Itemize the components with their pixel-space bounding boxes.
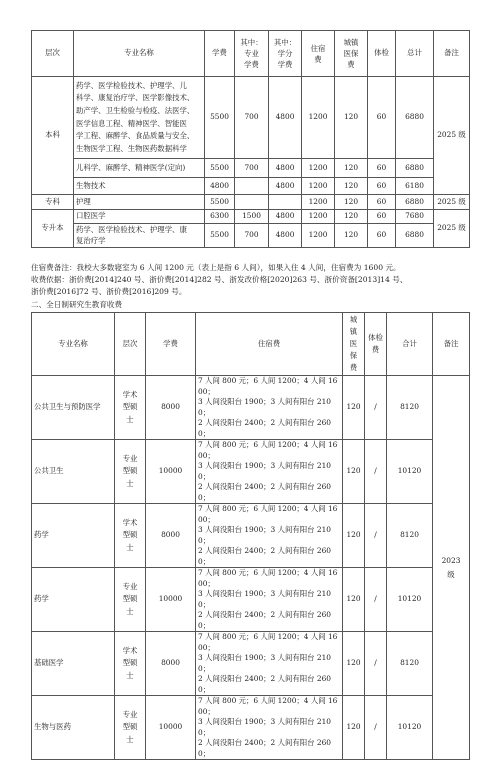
t1-remark-benke: 2025 级 xyxy=(434,77,470,195)
t1-remark-zhuanshengben: 2025 级 xyxy=(434,210,470,248)
t2-cell-total: 8120 xyxy=(387,504,433,568)
t2-cell-exam: / xyxy=(365,696,387,760)
t2-cell-total: 8120 xyxy=(387,376,433,440)
t2-cell-exam: / xyxy=(365,568,387,632)
t2-header-major: 专业名称 xyxy=(32,313,115,376)
t1-header-total: 总计 xyxy=(396,31,434,77)
t2-header-tuition: 学费 xyxy=(146,313,196,376)
t2-cell-tuition: 10000 xyxy=(146,568,196,632)
t1-cell-housing: 1200 xyxy=(302,210,335,224)
t2-cell-insurance: 120 xyxy=(343,632,365,696)
t1-cell-major-fee: 1500 xyxy=(235,210,269,224)
table-row xyxy=(32,696,470,760)
table-row xyxy=(32,77,470,159)
t1-cell-total: 7680 xyxy=(396,210,434,224)
t2-cell-exam: / xyxy=(365,376,387,440)
t2-cell-major: 基础医学 xyxy=(32,632,115,696)
t2-cell-major: 药学 xyxy=(32,504,115,568)
t2-cell-insurance: 120 xyxy=(343,376,365,440)
table-row xyxy=(32,159,470,178)
t1-cell-credit-fee: 4800 xyxy=(269,77,302,159)
t2-cell-total: 10120 xyxy=(387,440,433,504)
t2-cell-level: 学术 型硕 士 xyxy=(115,632,146,696)
t1-cell-tuition: 6300 xyxy=(205,210,235,224)
t1-cell-insurance: 120 xyxy=(335,178,368,195)
t2-cell-major: 公共卫生与预防医学 xyxy=(32,376,115,440)
t1-header-exam: 体检 xyxy=(368,31,396,77)
t1-cell-exam: 60 xyxy=(368,224,396,248)
fee-basis-line-2: 浙价费[2016]72 号、浙价费[2016]209 号。 xyxy=(31,287,187,296)
t1-cell-major: 口腔医学 xyxy=(74,210,205,224)
t2-cell-total: 8120 xyxy=(387,632,433,696)
t1-cell-exam: 60 xyxy=(368,77,396,159)
t1-header-major-fee: 其中： 专业 学费 xyxy=(235,31,269,77)
t1-cell-tuition: 4800 xyxy=(205,178,235,195)
graduate-fee-table xyxy=(31,312,470,760)
t2-cell-tuition: 8000 xyxy=(146,632,196,696)
t2-cell-exam: / xyxy=(365,632,387,696)
t2-cell-insurance: 120 xyxy=(343,440,365,504)
t2-cell-tuition: 8000 xyxy=(146,376,196,440)
t1-cell-credit-fee: 4800 xyxy=(269,210,302,224)
t2-cell-major: 药学 xyxy=(32,568,115,632)
section-2-title: 二、全日制研究生教育收费 xyxy=(31,300,123,309)
t1-cell-major-fee xyxy=(235,195,269,210)
t1-header-tuition: 学费 xyxy=(205,31,235,77)
t1-cell-insurance: 120 xyxy=(335,77,368,159)
table-row xyxy=(32,504,470,568)
t2-cell-exam: / xyxy=(365,504,387,568)
t1-cell-major-fee: 700 xyxy=(235,224,269,248)
t2-cell-level: 学术 型硕 士 xyxy=(115,376,146,440)
t1-cell-total: 6880 xyxy=(396,77,434,159)
undergraduate-fee-table xyxy=(31,30,470,248)
t2-cell-level: 专业 型硕 士 xyxy=(115,568,146,632)
t2-header-exam: 体检 费 xyxy=(365,313,387,376)
t2-cell-housing: 7 人间 800 元；6 人间 1200；4 人间 1600； 3 人间没阳台 1900；3 人间有阳台 2100； 2 人间没阳台 2400；2 人间有阳台 2600； xyxy=(196,440,343,504)
t2-cell-tuition: 10000 xyxy=(146,440,196,504)
table-row xyxy=(32,178,470,195)
t1-cell-total: 6880 xyxy=(396,224,434,248)
t1-header-credit-fee: 其中： 学分 学费 xyxy=(269,31,302,77)
t1-cell-credit-fee: 4800 xyxy=(269,224,302,248)
t2-header-total: 合计 xyxy=(387,313,433,376)
table-row xyxy=(32,195,470,210)
t2-cell-major: 公共卫生 xyxy=(32,440,115,504)
t2-remark: 2023 级 xyxy=(433,376,470,760)
t1-cell-exam: 60 xyxy=(368,195,396,210)
t1-cell-major-fee: 700 xyxy=(235,159,269,178)
t2-cell-tuition: 10000 xyxy=(146,696,196,760)
t2-cell-total: 10120 xyxy=(387,568,433,632)
t1-cell-major: 护理 xyxy=(74,195,205,210)
t1-cell-tuition: 5500 xyxy=(205,77,235,159)
t1-cell-housing: 1200 xyxy=(302,195,335,210)
t2-cell-major: 生物与医药 xyxy=(32,696,115,760)
t1-cell-housing: 1200 xyxy=(302,178,335,195)
t1-cell-insurance: 120 xyxy=(335,210,368,224)
t1-level-zhuanke: 专科 xyxy=(32,195,74,210)
t1-cell-exam: 60 xyxy=(368,178,396,195)
t2-cell-exam: / xyxy=(365,440,387,504)
t2-cell-level: 专业 型硕 士 xyxy=(115,440,146,504)
t1-cell-major: 儿科学、麻醉学、精神医学(定向) xyxy=(74,159,205,178)
t2-cell-insurance: 120 xyxy=(343,504,365,568)
t2-header-row xyxy=(32,313,470,376)
t1-level-zhuanshengben: 专升本 xyxy=(32,210,74,248)
t2-cell-level: 学术 型硕 士 xyxy=(115,504,146,568)
t1-cell-housing: 1200 xyxy=(302,77,335,159)
t1-cell-insurance: 120 xyxy=(335,159,368,178)
t1-header-level: 层次 xyxy=(32,31,74,77)
t1-cell-housing: 1200 xyxy=(302,224,335,248)
t1-cell-insurance: 120 xyxy=(335,224,368,248)
t2-header-level: 层次 xyxy=(115,313,146,376)
t2-cell-housing: 7 人间 800 元；6 人间 1200；4 人间 1600； 3 人间没阳台 1900；3 人间有阳台 2100； 2 人间没阳台 2400；2 人间有阳台 2600； xyxy=(196,504,343,568)
t1-major-list: 药学、医学检验技术、护理学、儿 科学、康复治疗学、医学影像技术、 助产学、卫生检验与检疫、法医学、 医学信息工程、精神医学、智能医 学工程、麻醉学、食品质量与安全、 生物医学工程、生物医药数据科学 xyxy=(74,77,205,159)
t1-cell-tuition: 5500 xyxy=(205,159,235,178)
t1-cell-total: 6180 xyxy=(396,178,434,195)
t1-header-major: 专业名称 xyxy=(74,31,205,77)
t1-cell-total: 6880 xyxy=(396,159,434,178)
t1-cell-tuition: 5500 xyxy=(205,195,235,210)
t2-cell-total: 10120 xyxy=(387,696,433,760)
t1-header-insurance: 城镇 医保 费 xyxy=(335,31,368,77)
t1-cell-major: 药学、医学检验技术、护理学、康 复治疗学 xyxy=(74,224,205,248)
t1-cell-major: 生物技术 xyxy=(74,178,205,195)
t2-cell-housing: 7 人间 800 元；6 人间 1200；4 人间 1600； 3 人间没阳台 1900；3 人间有阳台 2100； 2 人间没阳台 2400；2 人间有阳台 2600； xyxy=(196,568,343,632)
table-row xyxy=(32,440,470,504)
t2-cell-insurance: 120 xyxy=(343,696,365,760)
t1-cell-major-fee xyxy=(235,178,269,195)
t1-remark-zhuanke: 2025 级 xyxy=(434,195,470,210)
t2-cell-housing: 7 人间 800 元；6 人间 1200；4 人间 1600； 3 人间没阳台 1900；3 人间有阳台 2100； 2 人间没阳台 2400；2 人间有阳台 2600； xyxy=(196,696,343,760)
t1-header-row xyxy=(32,31,470,77)
fee-basis xyxy=(31,274,471,298)
housing-note: 住宿费备注：我校大多数寝室为 6 人间 1200 元（表上是指 6 人间），如果入住 4 人间，住宿费为 1600 元。 xyxy=(31,263,401,272)
table-row xyxy=(32,632,470,696)
t1-level-benke: 本科 xyxy=(32,77,74,195)
t2-cell-level: 专业 型硕 士 xyxy=(115,696,146,760)
t2-cell-housing: 7 人间 800 元；6 人间 1200；4 人间 1600； 3 人间没阳台 1900；3 人间有阳台 2100； 2 人间没阳台 2400；2 人间有阳台 2600； xyxy=(196,376,343,440)
t1-header-housing: 住宿 费 xyxy=(302,31,335,77)
t1-cell-exam: 60 xyxy=(368,210,396,224)
table-row xyxy=(32,210,470,224)
t1-header-remark: 备注 xyxy=(434,31,470,77)
table-row xyxy=(32,376,470,440)
t1-cell-insurance: 120 xyxy=(335,195,368,210)
table-row xyxy=(32,224,470,248)
t1-cell-exam: 60 xyxy=(368,159,396,178)
t1-cell-total: 6880 xyxy=(396,195,434,210)
t1-cell-tuition: 5500 xyxy=(205,224,235,248)
t1-cell-credit-fee xyxy=(269,195,302,210)
fee-basis-line-1: 收费依据：浙价费[2014]240 号、浙价费[2014]282 号、浙发改价格[2020]263 号、浙价资备[2013]14 号、 xyxy=(31,275,408,284)
t2-header-insurance: 城 镇 医 保 费 xyxy=(343,313,365,376)
t1-cell-housing: 1200 xyxy=(302,159,335,178)
t2-cell-tuition: 8000 xyxy=(146,504,196,568)
table-row xyxy=(32,568,470,632)
t2-header-housing: 住宿费 xyxy=(196,313,343,376)
t2-cell-insurance: 120 xyxy=(343,568,365,632)
t2-header-remark: 备注 xyxy=(433,313,470,376)
t1-cell-major-fee: 700 xyxy=(235,77,269,159)
t1-cell-credit-fee: 4800 xyxy=(269,178,302,195)
t1-cell-credit-fee: 4800 xyxy=(269,159,302,178)
t2-cell-housing: 7 人间 800 元；6 人间 1200；4 人间 1600； 3 人间没阳台 1900；3 人间有阳台 2100； 2 人间没阳台 2400；2 人间有阳台 2600； xyxy=(196,632,343,696)
